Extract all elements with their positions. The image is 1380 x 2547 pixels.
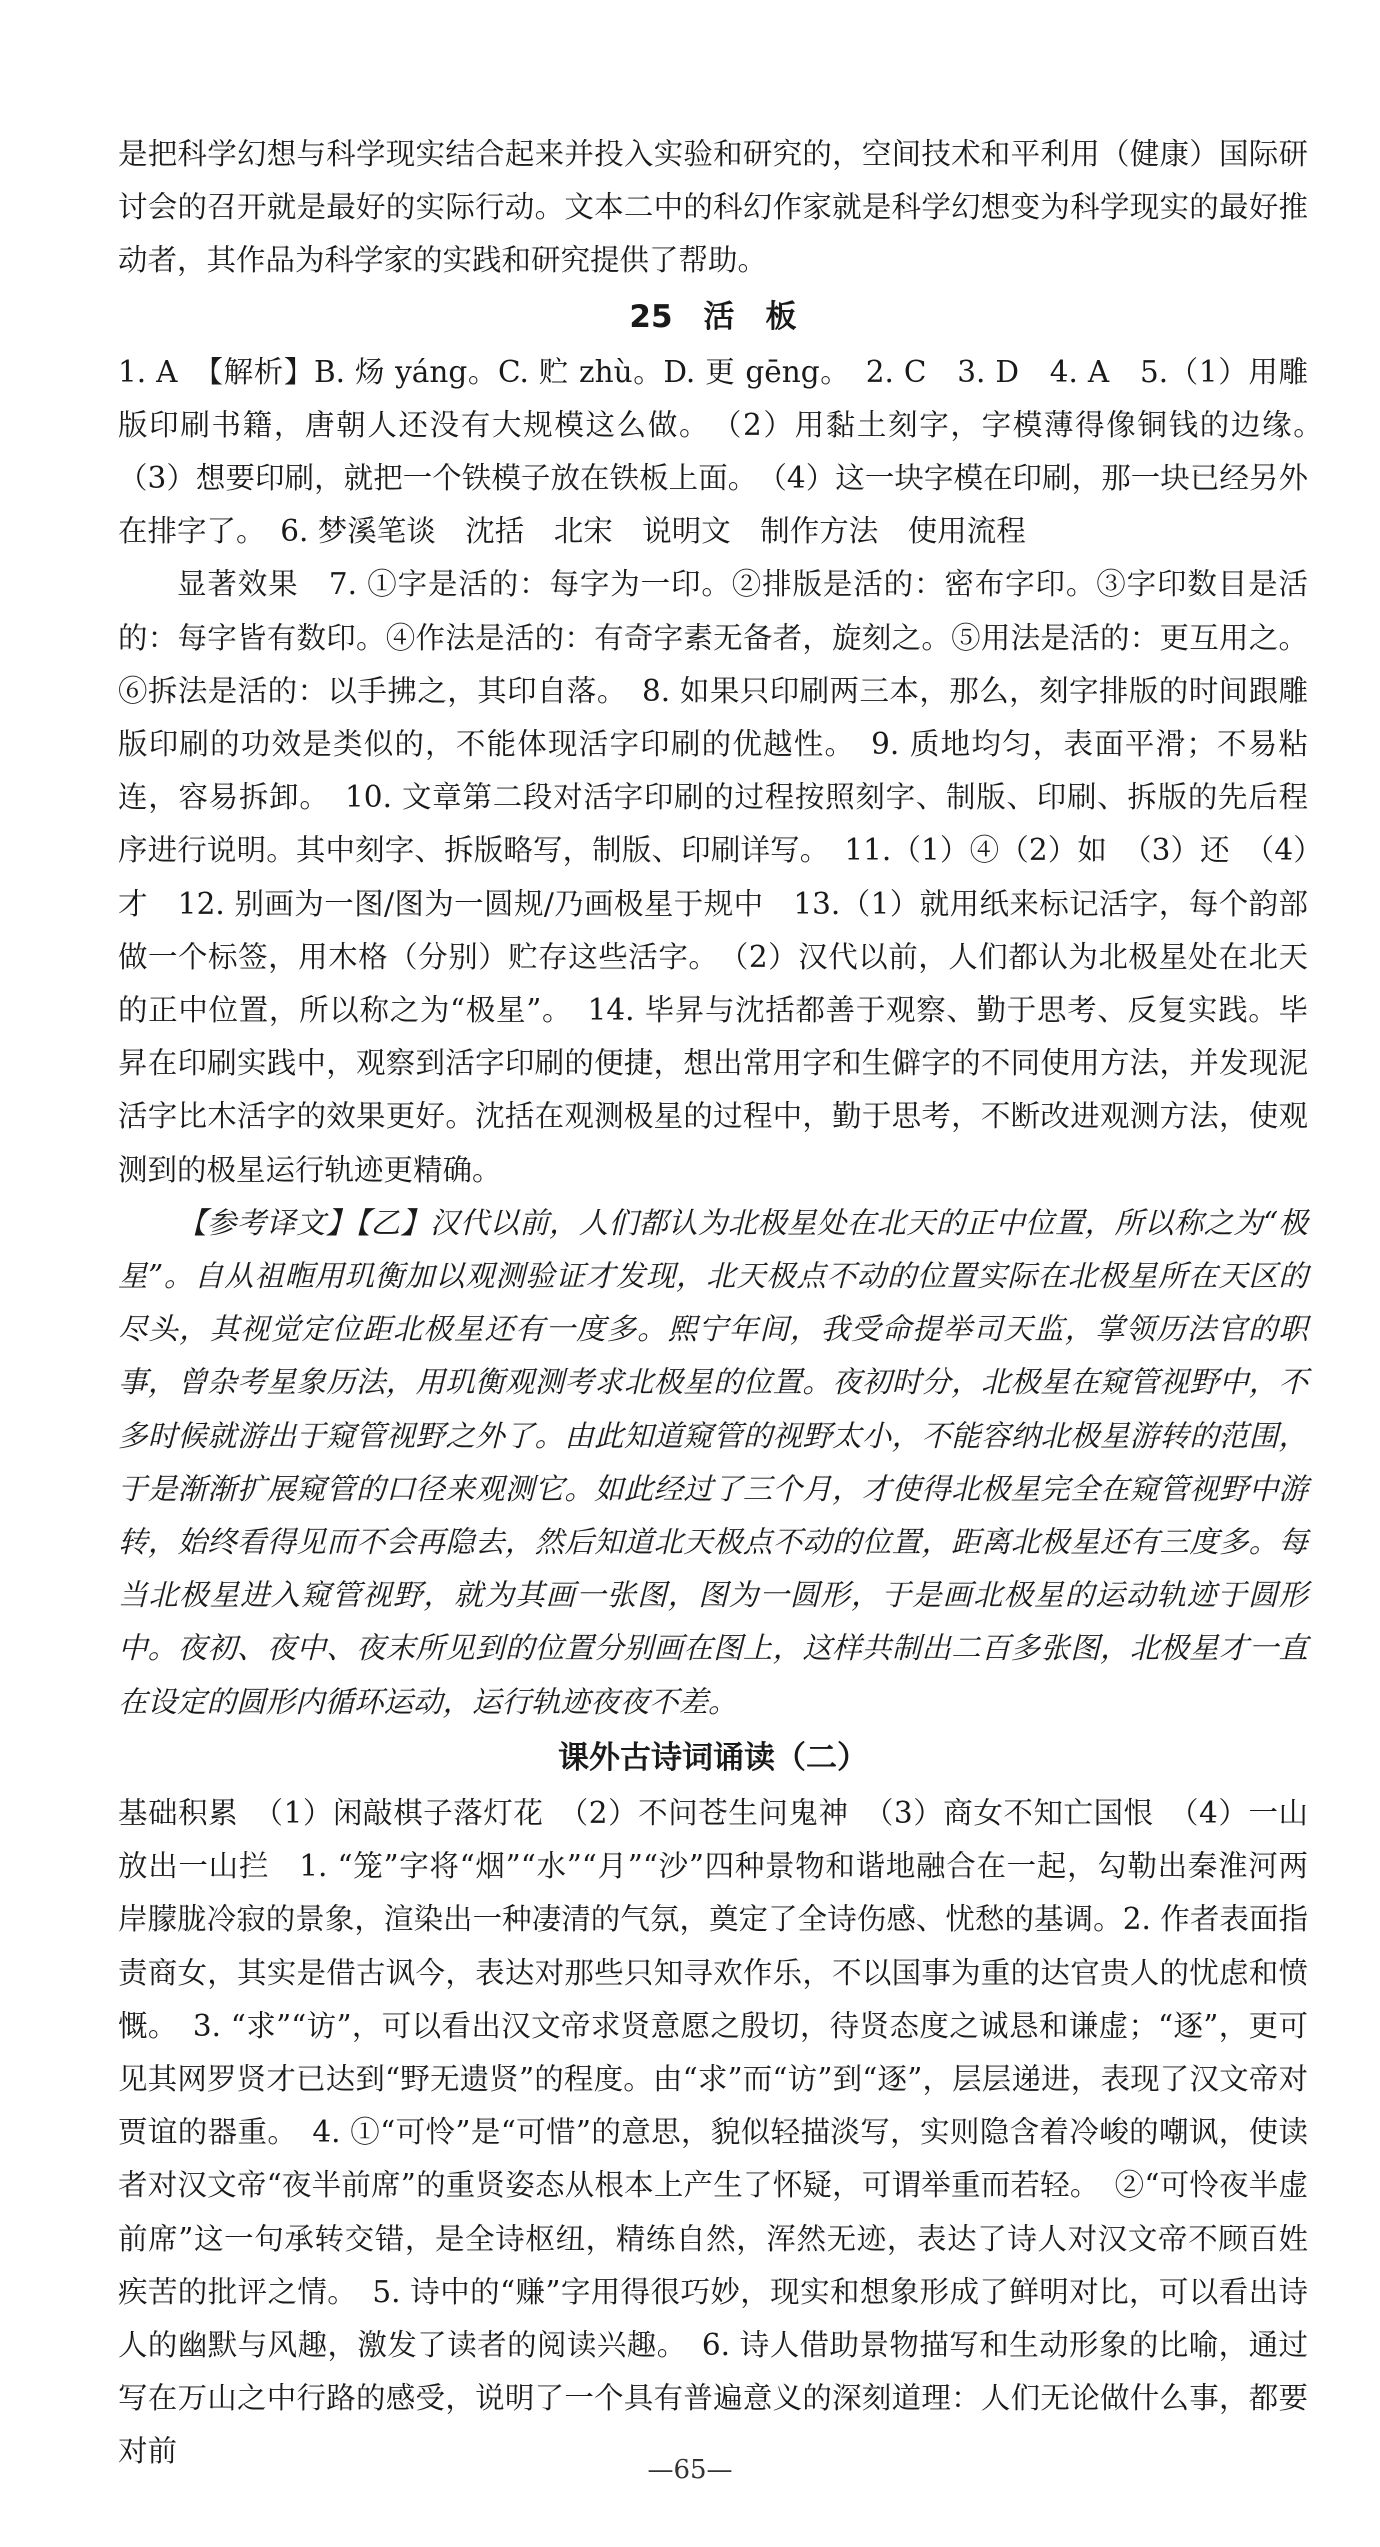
intro-paragraph: 是把科学幻想与科学现实结合起来并投入实验和研究的，空间技术和平利用（健康）国际研讨会的召开就是最好的实际行动。文本二中的科幻作家就是科学幻想变为科学现实的最好推动者，其作品为科学家的实践和研究提供了帮助。 bbox=[118, 137, 1308, 278]
section-25-answers-2: 显著效果 7. ①字是活的：每字为一印。②排版是活的：密布字印。③字印数目是活的：每字皆有数印。④作法是活的：有奇字素无备者，旋刻之。⑤用法是活的：更互用之。⑥拆法是活的：以手拂之，其印自落。 8. 如果只印刷两三本，那么，刻字排版的时间跟雕版印刷的功效是类似的，不能体现活字印刷的优越性。 9. 质地均匀，表面平滑；不易粘连，容易拆卸。 10. 文章第二段对活字印刷的过程按照刻字、制版、印刷、拆版的先后程序进行说明。其中刻字、拆版略写，制版、印刷详写。 11.（1）④（2）如 （3）还 （4）才 12. 别画为一图/图为一圆规/乃画极星于规中 13.（1）就用纸来标记活字，每个韵部做一个标签，用木格（分别）贮存这些活字。 （2）汉代以前，人们都认为北极星处在北天的正中位置，所以称之为“极星”。 14. 毕昇与沈括都善于观察、勤于思考、反复实践。毕昇在印刷实践中，观察到活字印刷的便捷，想出常用字和生僻字的不同使用方法，并发现泥活字比木活字的效果更好。沈括在观测极星的过程中，勤于思考，不断改进观测方法，使观测到的极星运行轨迹更精确。 bbox=[118, 567, 1308, 1187]
reference-translation: 【参考译文】【乙】汉代以前，人们都认为北极星处在北天的正中位置，所以称之为“极星”。自从祖暅用玑衡加以观测验证才发现，北天极点不动的位置实际在北极星所在天区的尽头，其视觉定位距北极星还有一度多。熙宁年间，我受命提举司天监，掌领历法官的职事，曾杂考星象历法，用玑衡观测考求北极星的位置。夜初时分，北极星在窥管视野中，不多时候就游出于窥管视野之外了。由此知道窥管的视野太小，不能容纳北极星游转的范围，于是渐渐扩展窥管的口径来观测它。如此经过了三个月，才使得北极星完全在窥管视野中游转，始终看得见而不会再隐去，然后知道北天极点不动的位置，距离北极星还有三度多。每当北极星进入窥管视野，就为其画一张图，图为一圆形，于是画北极星的运动轨迹于圆形中。夜初、夜中、夜末所见到的位置分别画在图上，这样共制出二百多张图，北极星才一直在设定的圆形内循环运动，运行轨迹夜夜不差。 bbox=[118, 1205, 1308, 1719]
section-poems-title: 课外古诗词诵读（二） bbox=[558, 1739, 868, 1776]
section-25-answers-1: 1. A 【解析】B. 炀 yáng。C. 贮 zhù。D. 更 gēng。 2. C 3. D 4. A 5.（1）用雕版印刷书籍，唐朝人还没有大规模这么做。 （2）用黏土刻字，字模薄得像铜钱的边缘。 （3）想要印刷，就把一个铁模子放在铁板上面。 （4）这一块字模在印刷，那一块已经另外在排字了。 6. 梦溪笔谈 沈括 北宋 说明文 制作方法 使用流程 bbox=[118, 354, 1338, 549]
answer-page bbox=[118, 128, 1338, 2479]
section-25-title: 25 活 板 bbox=[629, 298, 797, 335]
section-poems-answers: 基础积累 （1）闲敲棋子落灯花 （2）不问苍生问鬼神 （3）商女不知亡国恨 （4）一山放出一山拦 1. “笼”字将“烟”“水”“月”“沙”四种景物和谐地融合在一起，勾勒出秦淮河两岸朦胧冷寂的景象，渲染出一种凄清的气氛，奠定了全诗伤感、忧愁的基调。2. 作者表面指责商女，其实是借古讽今，表达对那些只知寻欢作乐，不以国事为重的达官贵人的忧虑和愤慨。 3. “求”“访”，可以看出汉文帝求贤意愿之殷切，待贤态度之诚恳和谦虚；“逐”，更可见其网罗贤才已达到“野无遗贤”的程度。由“求”而“访”到“逐”，层层递进，表现了汉文帝对贾谊的器重。 4. ①“可怜”是“可惜”的意思，貌似轻描淡写，实则隐含着冷峻的嘲讽，使读者对汉文帝“夜半前席”的重贤姿态从根本上产生了怀疑，可谓举重而若轻。 ②“可怜夜半虚前席”这一句承转交错，是全诗枢纽，精练自然，浑然无迹，表达了诗人对汉文帝不顾百姓疾苦的批评之情。 5. 诗中的“赚”字用得很巧妙，现实和想象形成了鲜明对比，可以看出诗人的幽默与风趣，激发了读者的阅读兴趣。 6. 诗人借助景物描写和生动形象的比喻，通过写在万山之中行路的感受，说明了一个具有普遍意义的深刻道理：人们无论做什么事，都要对前 bbox=[118, 1795, 1308, 2469]
page-number: —65— bbox=[647, 2455, 733, 2485]
